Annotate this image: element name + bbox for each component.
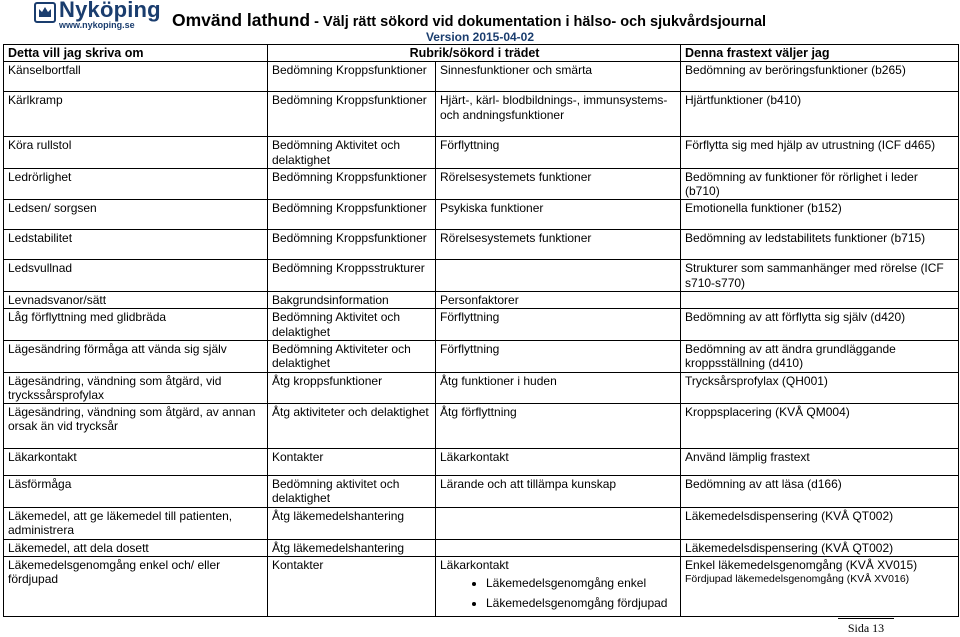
page-title xyxy=(172,10,766,31)
cell-keyword: Personfaktorer xyxy=(436,292,681,309)
cell-keyword xyxy=(436,557,681,617)
cell-category: Bedömning Kroppsfunktioner xyxy=(268,62,436,92)
cell-phrase: Emotionella funktioner (b152) xyxy=(681,200,959,230)
cell-phrase: Bedömning av att förflytta sig själv (d420) xyxy=(681,309,959,341)
cell-keyword-text: Läkarkontakt xyxy=(440,558,509,573)
cell-term: Lägesändring, vändning som åtgärd, vid tryckssårsprofylax xyxy=(4,372,268,404)
table-row xyxy=(4,309,959,341)
cell-category: Bedömning Aktiviteter och delaktighet xyxy=(268,340,436,372)
cell-keyword: Förflyttning xyxy=(436,137,681,169)
logo-name: Nyköping xyxy=(59,0,161,22)
table-row xyxy=(4,230,959,260)
cell-category: Bedömning Aktivitet och delaktighet xyxy=(268,137,436,169)
cell-category: Bedömning Kroppsstrukturer xyxy=(268,260,436,292)
cell-phrase: Förflytta sig med hjälp av utrustning (ICF d465) xyxy=(681,137,959,169)
cell-term: Läkemedelsgenomgång enkel och/ eller fördjupad xyxy=(4,557,268,617)
cell-phrase: Bedömning av funktioner för rörlighet i leder (b710) xyxy=(681,168,959,200)
nykoping-logo xyxy=(34,0,161,34)
cell-phrase xyxy=(681,557,959,617)
cell-category: Bedömning Kroppsfunktioner xyxy=(268,168,436,200)
cell-phrase: Bedömning av att ändra grundläggande kroppsställning (d410) xyxy=(681,340,959,372)
cell-keyword: Läkarkontakt xyxy=(436,449,681,476)
table-row xyxy=(4,137,959,169)
cell-phrase: Bedömning av att läsa (d166) xyxy=(681,476,959,508)
table-row xyxy=(4,476,959,508)
cell-term: Ledrörlighet xyxy=(4,168,268,200)
cell-phrase: Hjärtfunktioner (b410) xyxy=(681,92,959,137)
bullet-item: • Läkemedelsgenomgång enkel xyxy=(486,576,677,590)
cell-category: Kontakter xyxy=(268,557,436,617)
cell-term: Känselbortfall xyxy=(4,62,268,92)
cell-keyword xyxy=(436,508,681,540)
cell-phrase-small: Fördjupad läkemedelsgenomgång (KVÅ XV016) xyxy=(685,573,910,586)
table-row xyxy=(4,449,959,476)
cell-category: Bedömning aktivitet och delaktighet xyxy=(268,476,436,508)
table-row xyxy=(4,92,959,137)
cell-term: Läkemedel, att ge läkemedel till patienten, administrera xyxy=(4,508,268,540)
table-row xyxy=(4,340,959,372)
crown-logo-icon xyxy=(34,1,56,23)
cell-term: Lägesändring, vändning som åtgärd, av annan orsak än vid trycksår xyxy=(4,404,268,449)
cell-keyword: Förflyttning xyxy=(436,309,681,341)
page-number: Sida 13 xyxy=(838,618,894,637)
cell-term: Låg förflyttning med glidbräda xyxy=(4,309,268,341)
cell-keyword: Hjärt-, kärl- blodbildnings-, immunsystems- och andningsfunktioner xyxy=(436,92,681,137)
cell-phrase: Bedömning av ledstabilitets funktioner (b715) xyxy=(681,230,959,260)
cell-keyword: Förflyttning xyxy=(436,340,681,372)
cell-keyword: Lärande och att tillämpa kunskap xyxy=(436,476,681,508)
table-row xyxy=(4,539,959,556)
cell-category: Åtg kroppsfunktioner xyxy=(268,372,436,404)
cell-term: Läkemedel, att dela dosett xyxy=(4,539,268,556)
table-row xyxy=(4,62,959,92)
cell-phrase xyxy=(681,292,959,309)
cell-phrase: Kroppsplacering (KVÅ QM004) xyxy=(681,404,959,449)
header-frastext: Denna frastext väljer jag xyxy=(681,45,959,62)
cell-term: Läkarkontakt xyxy=(4,449,268,476)
table-row xyxy=(4,372,959,404)
cell-category: Bedömning Kroppsfunktioner xyxy=(268,200,436,230)
cell-phrase: Använd lämplig frastext xyxy=(681,449,959,476)
cell-keyword: Rörelsesystemets funktioner xyxy=(436,230,681,260)
cell-term: Kärlkramp xyxy=(4,92,268,137)
logo-url: www.nykoping.se xyxy=(59,20,135,30)
cell-category: Bedömning Kroppsfunktioner xyxy=(268,92,436,137)
cell-keyword: Sinnesfunktioner och smärta xyxy=(436,62,681,92)
table-row xyxy=(4,557,959,617)
version-label: Version 2015-04-02 xyxy=(425,30,535,44)
table-row xyxy=(4,292,959,309)
cell-category: Åtg aktiviteter och delaktighet xyxy=(268,404,436,449)
cell-phrase: Läkemedelsdispensering (KVÅ QT002) xyxy=(681,508,959,540)
cell-term: Köra rullstol xyxy=(4,137,268,169)
cell-category: Bedömning Kroppsfunktioner xyxy=(268,230,436,260)
cell-term: Läsförmåga xyxy=(4,476,268,508)
cell-phrase: Strukturer som sammanhänger med rörelse (ICF s710-s770) xyxy=(681,260,959,292)
table-row xyxy=(4,200,959,230)
cell-term: Ledsen/ sorgsen xyxy=(4,200,268,230)
cell-keyword: Psykiska funktioner xyxy=(436,200,681,230)
table-row xyxy=(4,508,959,540)
header-rubrik-sokord: Rubrik/sökord i trädet xyxy=(268,45,681,62)
table-row xyxy=(4,168,959,200)
cell-phrase: Trycksårsprofylax (QH001) xyxy=(681,372,959,404)
cell-term: Levnadsvanor/sätt xyxy=(4,292,268,309)
cell-phrase-text: Enkel läkemedelsgenomgång (KVÅ XV015) xyxy=(685,558,918,573)
cell-keyword: Rörelsesystemets funktioner xyxy=(436,168,681,200)
title-sub: - Välj rätt sökord vid dokumentation i hälso- och sjukvårdsjournal xyxy=(310,14,767,30)
cell-phrase: Läkemedelsdispensering (KVÅ QT002) xyxy=(681,539,959,556)
bullet-item: • Läkemedelsgenomgång fördjupad xyxy=(486,596,677,610)
cell-keyword xyxy=(436,539,681,556)
lookup-table xyxy=(3,44,959,617)
title-main: Omvänd lathund xyxy=(172,10,311,30)
cell-keyword: Åtg förflyttning xyxy=(436,404,681,449)
cell-category: Åtg läkemedelshantering xyxy=(268,539,436,556)
page-header xyxy=(0,0,960,44)
table-header-row xyxy=(4,45,959,62)
table-row xyxy=(4,404,959,449)
cell-category: Bakgrundsinformation xyxy=(268,292,436,309)
cell-term: Lägesändring förmåga att vända sig själv xyxy=(4,340,268,372)
cell-term: Ledstabilitet xyxy=(4,230,268,260)
table-row xyxy=(4,260,959,292)
cell-category: Åtg läkemedelshantering xyxy=(268,508,436,540)
cell-keyword: Åtg funktioner i huden xyxy=(436,372,681,404)
keyword-bullet-list xyxy=(440,576,677,610)
cell-keyword xyxy=(436,260,681,292)
cell-category: Kontakter xyxy=(268,449,436,476)
header-detta-vill-jag: Detta vill jag skriva om xyxy=(4,45,268,62)
cell-phrase: Bedömning av beröringsfunktioner (b265) xyxy=(681,62,959,92)
cell-term: Ledsvullnad xyxy=(4,260,268,292)
cell-category: Bedömning Aktivitet och delaktighet xyxy=(268,309,436,341)
